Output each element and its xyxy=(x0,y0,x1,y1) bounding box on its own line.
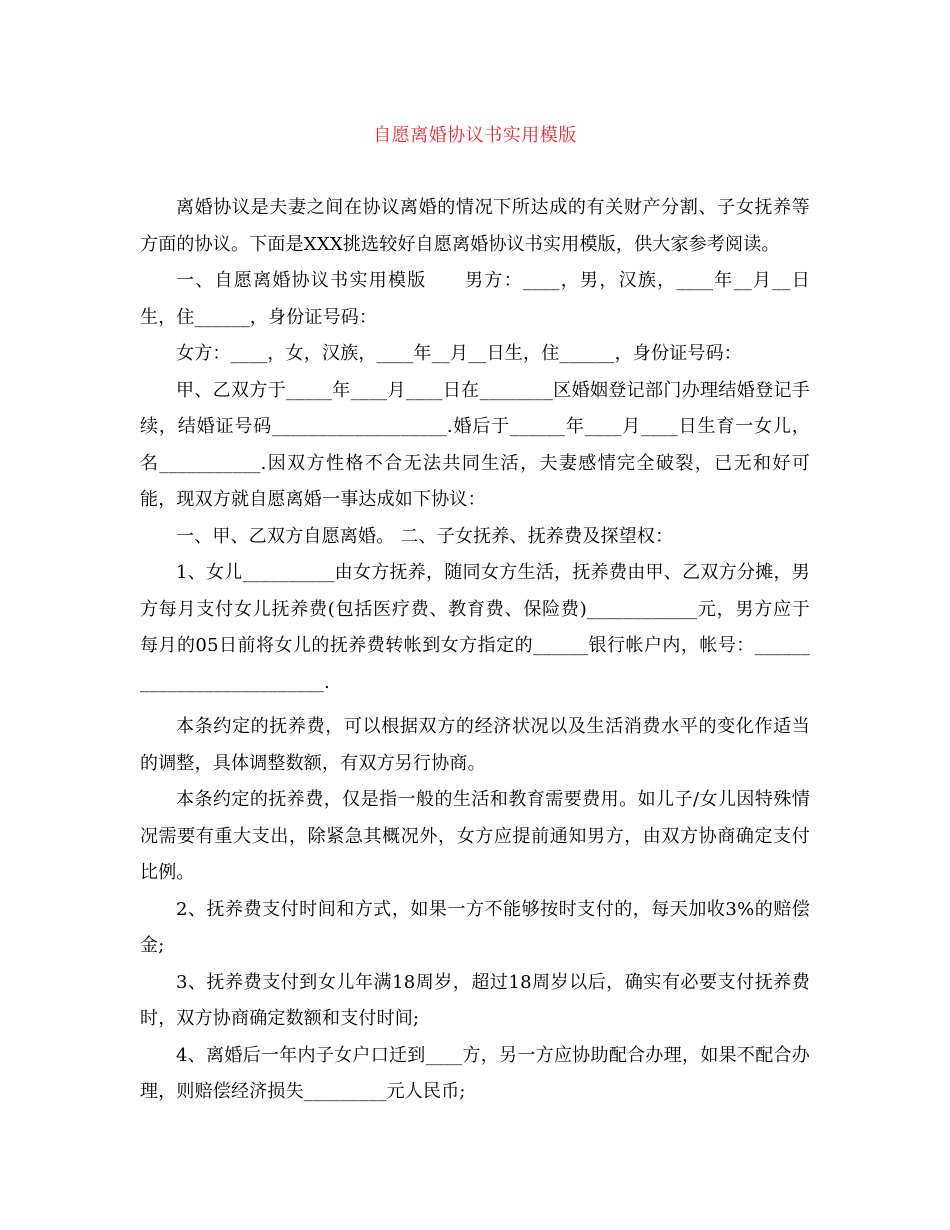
paragraph-payment-duration: 3、抚养费支付到女儿年满18周岁，超过18周岁以后，确实有必要支付抚养费时，双方协商确定数额和支付时间; xyxy=(140,971,810,1029)
document-title: 自愿离婚协议书实用模版 xyxy=(373,125,577,146)
paragraph-intro: 离婚协议是夫妻之间在协议离婚的情况下所达成的有关财产分割、子女抚养等方面的协议。下面是XXX挑选较好自愿离婚协议书实用模版，供大家参考阅读。 xyxy=(140,197,810,255)
document-body xyxy=(140,190,810,1111)
paragraph-female-party: 女方：____，女，汉族，____年__月__日生，住______，身份证号码： xyxy=(176,343,742,364)
paragraph-male-party: 一、自愿离婚协议书实用模版 男方：____，男，汉族，____年__月__日生，住______，身份证号码： xyxy=(140,270,810,328)
paragraph-child-support: 1、女儿__________由女方抚养，随同女方生活，抚养费由甲、乙双方分摊，男方每月支付女儿抚养费(包括医疗费、教育费、保险费)____________元，男方应于每月的05日前将女儿的抚养费转帐到女方指定的______银行帐户内，帐号：__________________________. xyxy=(140,562,810,693)
paragraph-marriage-info: 甲、乙双方于_____年____月____日在________区婚姻登记部门办理结婚登记手续，结婚证号码___________________.婚后于______年____月____日生育一女儿，名___________.因双方性格不合无法共同生活，夫妻感情完全破裂，已无和好可能，现双方就自愿离婚一事达成如下协议： xyxy=(140,379,810,510)
paragraph-support-scope: 本条约定的抚养费，仅是指一般的生活和教育需要费用。如儿子/女儿因特殊情况需要有重大支出，除紧急其概况外，女方应提前通知男方，由双方协商确定支付比例。 xyxy=(140,789,810,883)
paragraph-support-adjustment: 本条约定的抚养费，可以根据双方的经济状况以及生活消费水平的变化作适当的调整，具体调整数额，有双方另行协商。 xyxy=(140,716,810,774)
paragraph-payment-terms: 2、抚养费支付时间和方式，如果一方不能够按时支付的，每天加收3%的赔偿金; xyxy=(140,898,810,956)
paragraph-household-registration: 4、离婚后一年内子女户口迁到____方，另一方应协助配合办理，如果不配合办理，则赔偿经济损失_________元人民币; xyxy=(140,1044,810,1102)
paragraph-clause-heading: 一、甲、乙双方自愿离婚。 二、子女抚养、抚养费及探望权： xyxy=(176,525,674,547)
